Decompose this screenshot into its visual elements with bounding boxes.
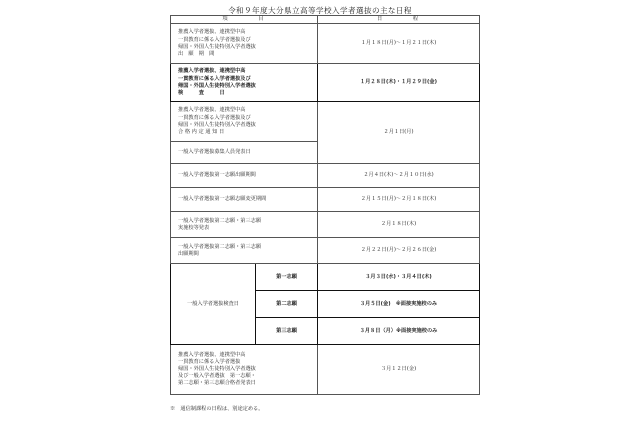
row-line: 一般入学者選抜第一志願志願変更期間 — [178, 196, 267, 202]
row-date: １月２８日(木)・１月２９日(金) — [318, 64, 480, 102]
row-item — [171, 102, 318, 142]
row-line: 一般入学者選抜第一志願出願期間 — [178, 172, 256, 178]
header-schedule: 日 程 — [318, 16, 480, 24]
row-line: 推薦入学者選抜、連携型中高 — [178, 107, 246, 114]
row-item — [171, 164, 318, 188]
schedule-table — [170, 15, 480, 395]
row-line: 一貫教育に係る入学者選抜及び — [178, 114, 251, 121]
exam-choice: 第二志願 — [256, 291, 318, 318]
row-item — [171, 345, 318, 395]
row-date: ３月１２日(金) — [318, 345, 480, 395]
row-line: 実施校等発表 — [178, 224, 210, 231]
table-row — [171, 164, 480, 188]
row-item — [171, 238, 318, 264]
row-line: 帰国・外国人生徒特別入学者選抜 — [178, 43, 256, 50]
table-row — [171, 188, 480, 212]
footnote: ※ 通信制課程の日程は、別途定める。 — [170, 406, 264, 412]
row-line: 出 願 期 間 — [178, 50, 215, 57]
row-line: 帰国・外国人生徒特別入学者選抜 — [178, 121, 256, 128]
row-line: 推薦入学者選抜、連携型中高 — [178, 351, 246, 358]
table-row — [171, 212, 480, 238]
row-date: ２月４日(木)～２月１０日(水) — [318, 164, 480, 188]
header-row — [171, 16, 480, 24]
row-line: 帰国・外国人生徒特別入学者選抜 — [178, 366, 256, 372]
header-item: 項 目 — [171, 16, 318, 24]
row-date: ２月２２日(月)～２月２６日(金) — [318, 238, 480, 264]
row-date: １月１８日(月)～１月２１日(木) — [318, 24, 480, 64]
row-item — [171, 142, 318, 164]
exam-choice: 第一志願 — [256, 264, 318, 291]
table-row — [171, 238, 480, 264]
row-line: 一般入学者選抜募集人員発表日 — [178, 149, 251, 155]
exam-date: ３月５日(金) ※面接実施校のみ — [318, 291, 480, 318]
exam-label: 一般入学者選抜検査日 — [171, 264, 256, 345]
row-line: 合 格 内 定 通 知 日 — [178, 128, 225, 135]
row-date: ２月１８日(木) — [318, 212, 480, 238]
table-row — [171, 102, 480, 142]
exam-date: ３月３日(水)・３月４日(木) — [318, 264, 480, 291]
table-row — [171, 24, 480, 64]
row-date: ２月１日(月) — [318, 102, 480, 164]
row-line: 一貫教育に係る入学者選抜 — [178, 358, 241, 365]
row-item — [171, 64, 318, 102]
row-date: ２月１５日(月)～２月１８日(木) — [318, 188, 480, 212]
row-line: 検 査 日 — [178, 89, 225, 96]
row-line: 第二志願・第三志願合格者発表日 — [178, 380, 256, 387]
row-line: 推薦入学者選抜、連携型中高 — [178, 29, 246, 36]
exam-date: ３月８日（月）※面接実施校のみ — [318, 318, 480, 345]
page-title: 令和９年度大分県立高等学校入学者選抜の主な日程 — [228, 6, 412, 15]
exam-choice: 第三志願 — [256, 318, 318, 345]
row-line: 一般入学者選抜第二志願・第三志願 — [178, 243, 262, 250]
row-item — [171, 24, 318, 64]
row-line: 一貫教育に係る入学者選抜及び — [178, 75, 251, 82]
table-row — [171, 345, 480, 395]
row-line: 及び一般入学者選抜 第一志願・ — [178, 373, 256, 380]
row-line: 一般入学者選抜第二志願・第三志願 — [178, 217, 262, 224]
row-line: 推薦入学者選抜、連携型中高 — [178, 68, 246, 75]
row-line: 出願期間 — [178, 250, 199, 257]
table-row — [171, 64, 480, 102]
exam-row — [171, 264, 480, 291]
row-item — [171, 212, 318, 238]
row-item — [171, 188, 318, 212]
row-line: 一貫教育に係る入学者選抜及び — [178, 36, 251, 43]
row-line: 帰国・外国人生徒特別入学者選抜 — [178, 82, 256, 89]
